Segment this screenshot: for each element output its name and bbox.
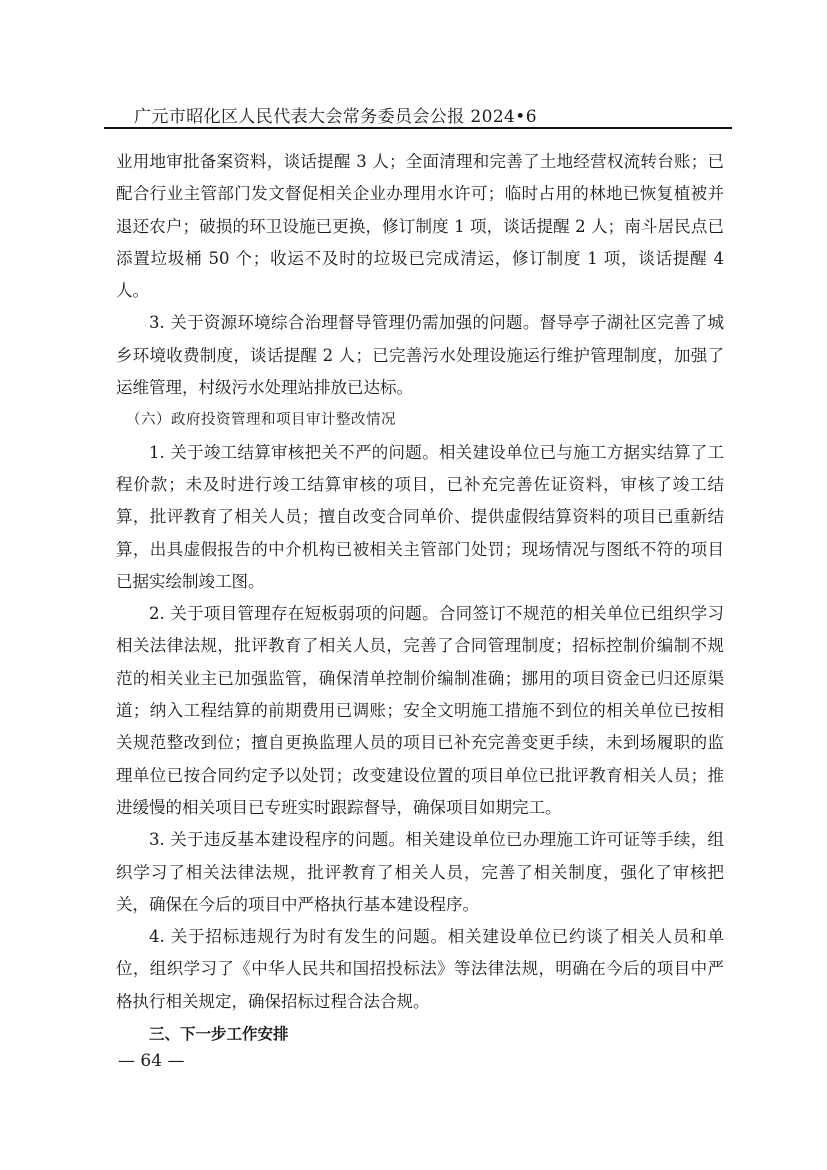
- page-header-title: 广元市昭化区人民代表大会常务委员会公报 2024•6: [134, 107, 537, 127]
- document-body: [116, 146, 724, 1050]
- section-heading: 三、下一步工作安排: [149, 1025, 289, 1044]
- paragraph-item-4-bidding: 4. 关于招标违规行为时有发生的问题。相关建设单位已约谈了相关人员和单位，组织学习了《中华人民共和国招投标法》等法律法规，明确在今后的项目中严格执行相关规定，确保招标过程合法合规。: [116, 927, 724, 1011]
- header-divider: [104, 127, 732, 129]
- paragraph-item-3-resource: 3. 关于资源环境综合治理督导管理仍需加强的问题。督导亭子湖社区完善了城乡环境收费制度，谈话提醒 2 人；已完善污水处理设施运行维护管理制度，加强了运维管理，村级污水处理站排放已达标。: [116, 313, 724, 398]
- paragraph-item-3-construction-procedure: 3. 关于违反基本建设程序的问题。相关建设单位已办理施工许可证等手续，组织学习了相关法律法规，批评教育了相关人员，完善了相关制度，强化了审核把关，确保在今后的项目中严格执行基本建设程序。: [116, 830, 724, 914]
- page-number: — 64 —: [118, 1051, 185, 1071]
- paragraph-continuation: 业用地审批备案资料，谈话提醒 3 人；全面清理和完善了土地经营权流转台账；已配合行业主管部门发文督促相关企业办理用水许可；临时占用的林地已恢复植被并退还农户；破损的环卫设施已更换，修订制度 1 项，谈话提醒 2 人；南斗居民点已添置垃圾桶 50 个；收运不及时的垃圾已完成清运，修订制度 1 项，谈话提醒 4 人。: [116, 152, 724, 301]
- paragraph-item-2-project-management: 2. 关于项目管理存在短板弱项的问题。合同签订不规范的相关单位已组织学习相关法律法规，批评教育了相关人员，完善了合同管理制度；招标控制价编制不规范的相关业主已加强监管，确保清单控制价编制准确；挪用的项目资金已归还原渠道；纳入工程结算的前期费用已调账；安全文明施工措施不到位的相关单位已按相关规范整改到位；擅自更换监理人员的项目已补充完善变更手续，未到场履职的监理单位已按合同约定予以处罚；改变建设位置的项目单位已批评教育相关人员；推进缓慢的相关项目已专班实时跟踪督导，确保项目如期完工。: [116, 604, 724, 817]
- subsection-heading: （六）政府投资管理和项目审计整改情况: [126, 412, 396, 429]
- paragraph-item-1-settlement: 1. 关于竣工结算审核把关不严的问题。相关建设单位已与施工方据实结算了工程价款；未及时进行竣工结算审核的项目，已补充完善佐证资料，审核了竣工结算，批评教育了相关人员；擅自改变合同单价、提供虚假结算资料的项目已重新结算，出具虚假报告的中介机构已被相关主管部门处罚；现场情况与图纸不符的项目已据实绘制竣工图。: [116, 442, 724, 591]
